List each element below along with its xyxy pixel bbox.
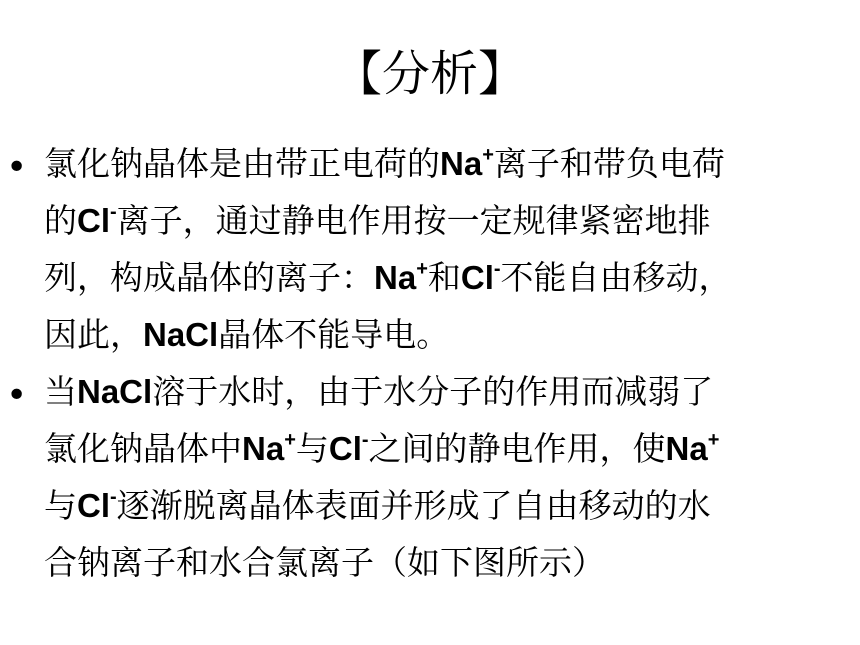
text-run: 之间的静电作用，使 <box>368 429 666 468</box>
ion-charge: - <box>361 429 369 451</box>
ion-charge: - <box>493 258 501 280</box>
text-run: 氯化钠晶体中 <box>44 429 242 468</box>
text-run: 逐渐脱离晶体表面并形成了自由移动的水 <box>116 486 711 525</box>
formula-cl: Cl <box>77 487 110 524</box>
ion-charge: + <box>482 144 494 166</box>
text-run: 晶体不能导电。 <box>218 315 450 354</box>
formula-nacl: NaCl <box>143 316 219 353</box>
formula-na: Na <box>440 145 483 182</box>
formula-cl: Cl <box>77 202 110 239</box>
text-run: 当 <box>44 372 77 411</box>
bullet-2-line-1 <box>44 370 713 414</box>
text-run: 不能自由移动， <box>500 258 732 297</box>
bullet-2-line-4 <box>44 541 605 585</box>
bullet-2-line-2 <box>44 427 719 471</box>
formula-cl: Cl <box>328 430 362 467</box>
bullet-marker: • <box>6 147 28 188</box>
text-run: 离子，通过静电作用按一定规律紧密地排 <box>116 201 711 240</box>
text-run: 溶于水时，由于水分子的作用而减弱了 <box>152 372 714 411</box>
text-run: 氯化钠晶体是由带正电荷的 <box>44 144 440 183</box>
formula-na: Na <box>665 430 708 467</box>
formula-cl: Cl <box>460 259 494 296</box>
ion-charge: + <box>707 429 720 451</box>
text-run: 列，构成晶体的离子： <box>44 258 374 297</box>
slide-title: 【分析】 <box>333 46 526 102</box>
text-run: 的 <box>44 201 77 240</box>
bullet-marker: • <box>6 375 28 416</box>
text-run: 与 <box>44 486 77 525</box>
text-run: 离子和带负电荷 <box>493 144 725 183</box>
bullet-1-line-4 <box>44 313 449 357</box>
ion-charge: + <box>416 258 428 280</box>
bullet-1-line-2 <box>44 199 711 243</box>
text-run: 合钠离子和水合氯离子（如下图所示） <box>44 543 605 582</box>
bullet-1-line-1 <box>44 142 725 186</box>
text-run: 因此， <box>44 315 143 354</box>
text-run: 与 <box>295 429 329 468</box>
ion-charge: - <box>110 201 117 223</box>
text-run: 和 <box>427 258 461 297</box>
ion-charge: + <box>284 429 296 451</box>
formula-na: Na <box>242 430 285 467</box>
bullet-1-line-3 <box>44 256 732 300</box>
bullet-2-line-3 <box>44 484 711 528</box>
ion-charge: - <box>110 486 117 508</box>
formula-nacl: NaCl <box>77 373 153 410</box>
formula-na: Na <box>374 259 417 296</box>
